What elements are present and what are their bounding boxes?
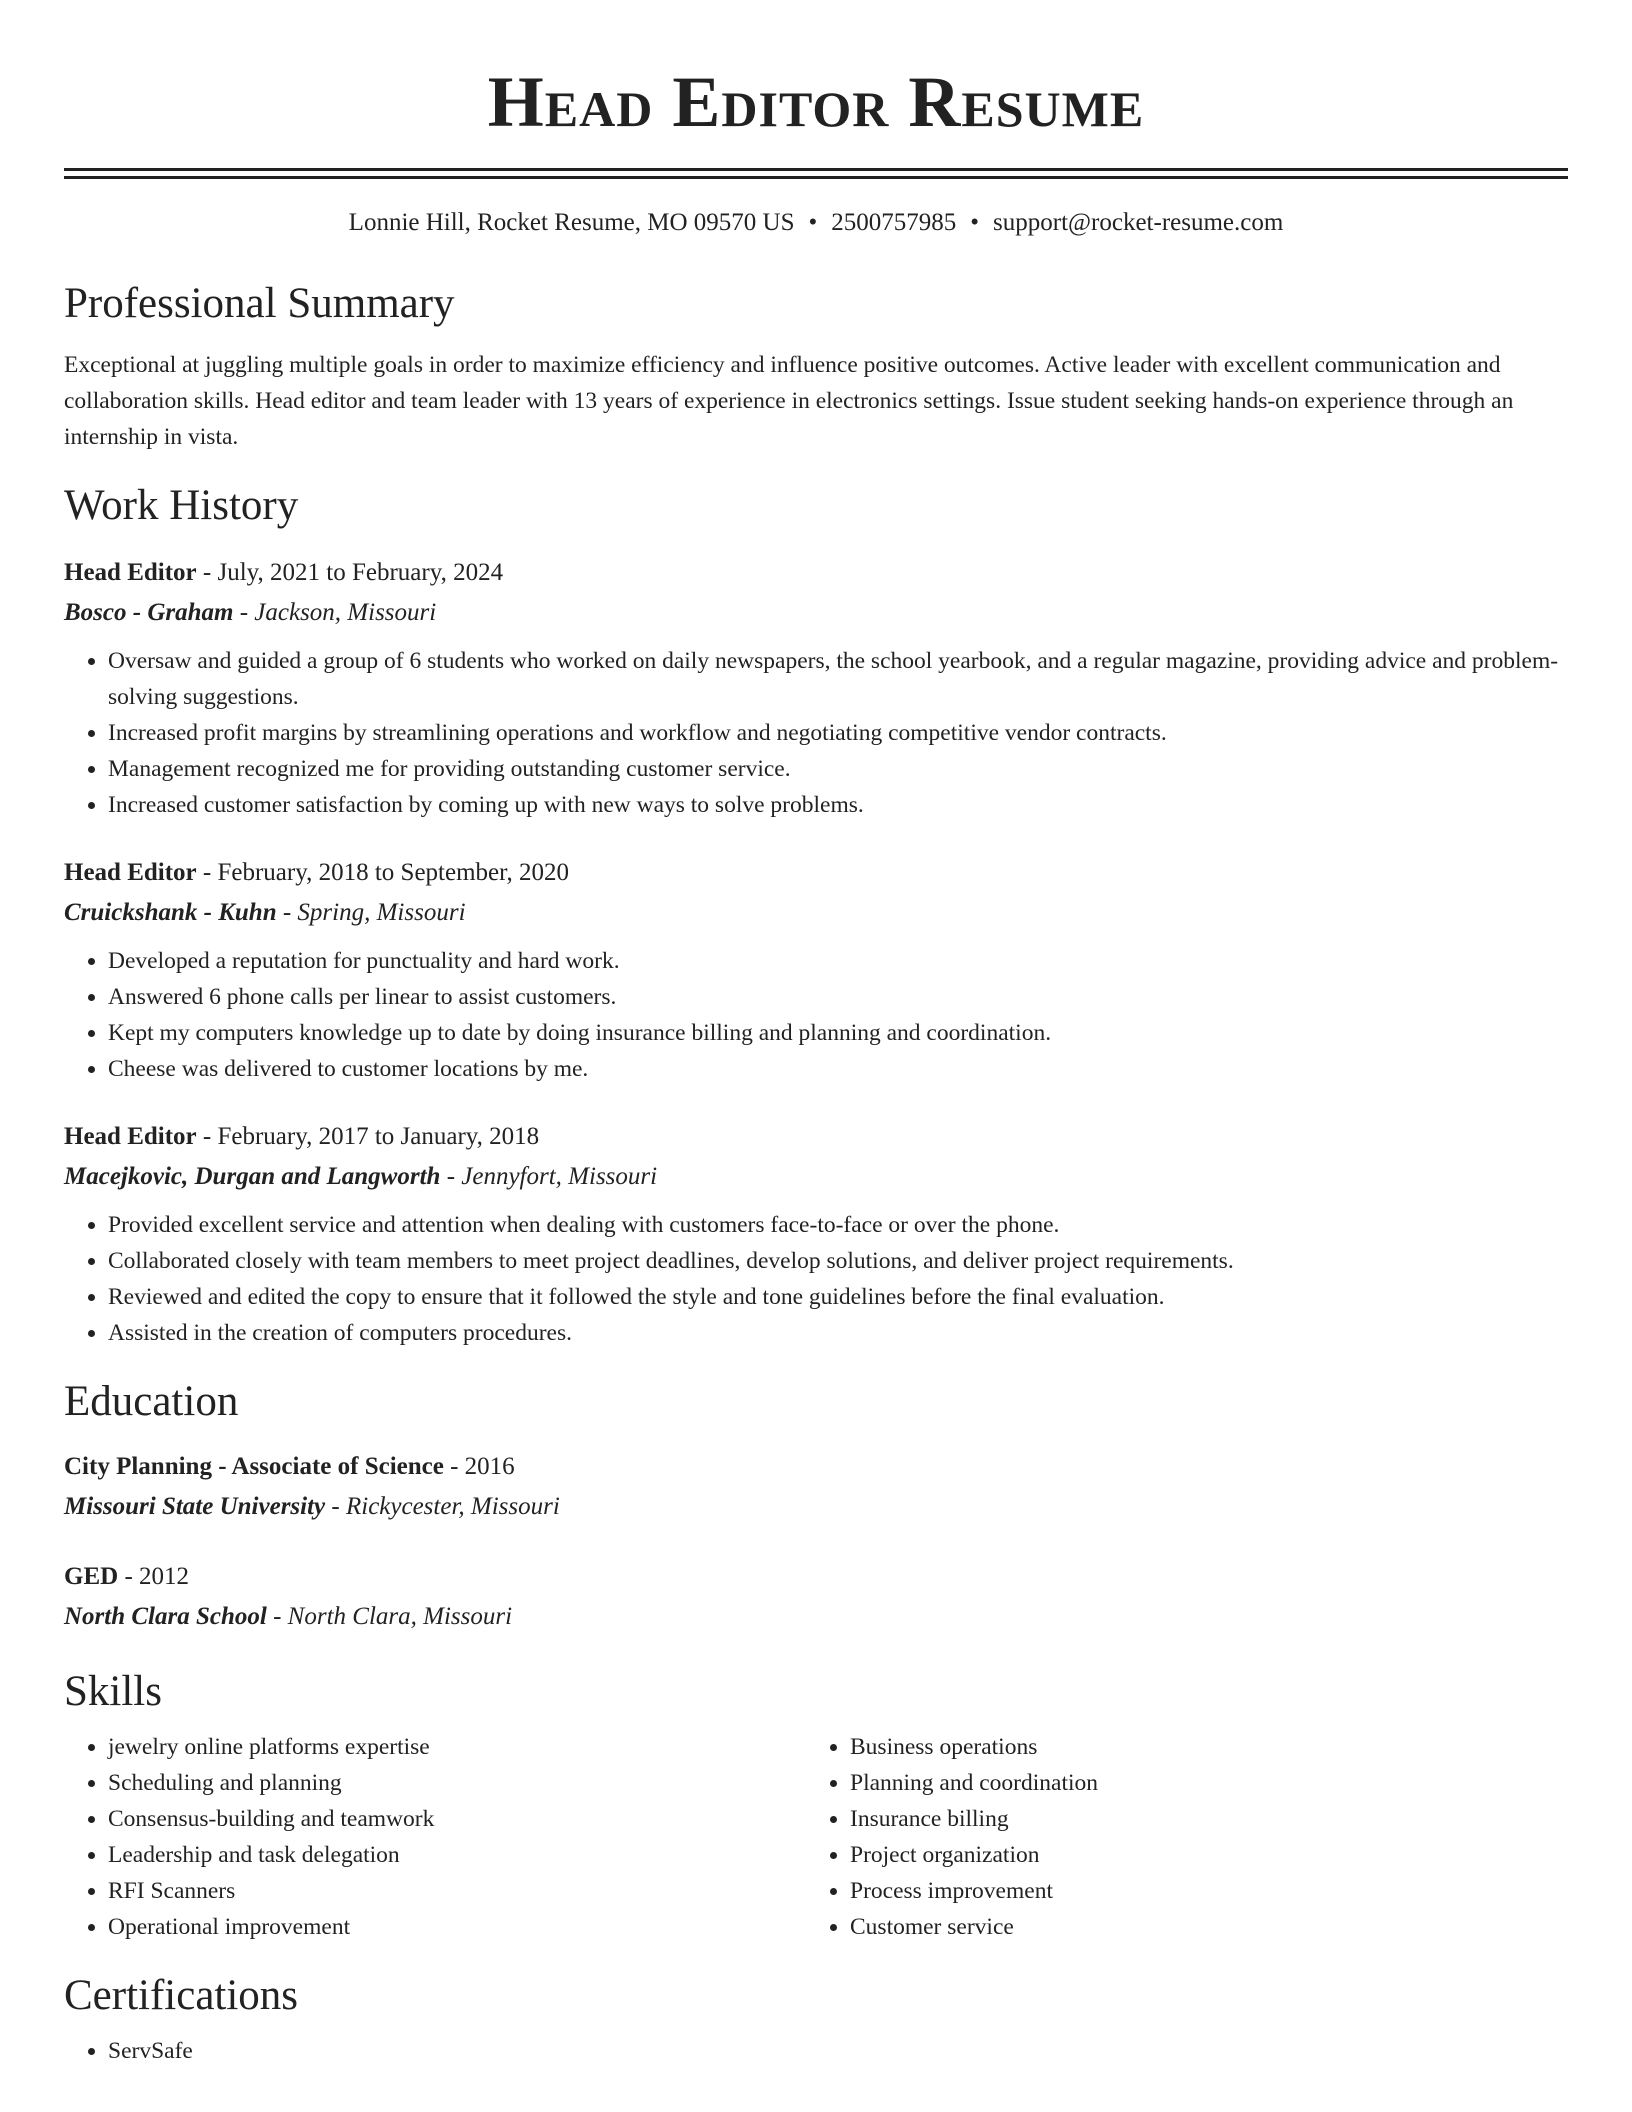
certification-item: • ServSafe [108,2033,1568,2069]
degree-line [64,1557,1568,1597]
skills-columns [64,1729,1568,1945]
education-heading: Education [64,1378,239,1425]
contact-email: support@rocket-resume.com [993,209,1284,236]
job-bullets [64,943,1568,1087]
degree: GED [64,1563,119,1590]
job-title-line [64,1117,1568,1157]
school-location: - Rickycester, Missouri [325,1493,560,1520]
skill-item: • Business operations [850,1729,1548,1765]
job-bullet: • Increased customer satisfaction by coming up with new ways to solve problems. [108,787,1568,823]
school-name: North Clara School [64,1603,267,1630]
title-divider [64,168,1568,179]
job-entry [64,1117,1568,1351]
job-bullets [64,1207,1568,1351]
skill-item: • jewelry online platforms expertise [108,1729,806,1765]
job-dates: - July, 2021 to February, 2024 [196,559,504,586]
job-location: - Spring, Missouri [276,899,466,926]
job-bullet: • Cheese was delivered to customer locations by me. [108,1051,1568,1087]
certifications-section [64,1971,1568,2069]
contact-line [64,207,1568,239]
work-history-heading: Work History [64,482,299,529]
degree-line [64,1447,1568,1487]
skill-item: • Project organization [850,1837,1548,1873]
job-bullet: • Answered 6 phone calls per linear to assist customers. [108,979,1568,1015]
job-bullet: • Assisted in the creation of computers procedures. [108,1315,1568,1351]
skill-item: • Operational improvement [108,1909,806,1945]
skill-item: • Insurance billing [850,1801,1548,1837]
job-entry [64,553,1568,823]
contact-separator: • [808,209,818,236]
skills-heading: Skills [64,1668,162,1715]
job-company-line [64,1157,1568,1197]
job-bullet: • Collaborated closely with team members to meet project deadlines, develop solutions, and deliver project requirements. [108,1243,1568,1279]
job-company: Cruickshank - Kuhn [64,899,277,926]
skill-item: • Scheduling and planning [108,1765,806,1801]
school-line [64,1597,1568,1637]
skill-item: • Customer service [850,1909,1548,1945]
summary-text: Exceptional at juggling multiple goals in order to maximize efficiency and influence positive outcomes. Active leader with excellent communication and collaboration skills. Head editor and team leader with 13 years of experience in electronics settings. Issue student seeking hands-on experience through an internship in vista. [64,352,1514,450]
skill-item: • RFI Scanners [108,1873,806,1909]
education-section [64,1377,1568,1637]
job-location: - Jennyfort, Missouri [440,1163,658,1190]
job-bullet: • Developed a reputation for punctuality and hard work. [108,943,1568,979]
school-name: Missouri State University [64,1493,326,1520]
summary-heading: Professional Summary [64,280,455,327]
skills-left-column [64,1729,806,1945]
skills-right-column [806,1729,1548,1945]
summary-section [64,279,1568,455]
certifications-heading: Certifications [64,1972,299,2019]
degree-year: - 2012 [118,1563,190,1590]
job-bullet: • Management recognized me for providing outstanding customer service. [108,751,1568,787]
skill-item: • Consensus-building and teamwork [108,1801,806,1837]
page-title: Head Editor Resume [487,62,1145,142]
job-bullet: • Provided excellent service and attention when dealing with customers face-to-face or over the phone. [108,1207,1568,1243]
job-title: Head Editor [64,859,197,886]
job-title: Head Editor [64,1123,197,1150]
contact-address: Lonnie Hill, Rocket Resume, MO 09570 US [348,209,795,236]
job-entry [64,853,1568,1087]
job-company-line [64,893,1568,933]
contact-separator: • [970,209,980,236]
job-title: Head Editor [64,559,197,586]
job-company-line [64,593,1568,633]
job-bullet: • Reviewed and edited the copy to ensure that it followed the style and tone guidelines before the final evaluation. [108,1279,1568,1315]
work-history-section [64,481,1568,1351]
degree-year: - 2016 [443,1453,515,1480]
job-dates: - February, 2017 to January, 2018 [196,1123,540,1150]
contact-phone: 2500757985 [831,209,957,236]
job-bullet: • Increased profit margins by streamlining operations and workflow and negotiating competitive vendor contracts. [108,715,1568,751]
skill-item: • Leadership and task delegation [108,1837,806,1873]
job-title-line [64,853,1568,893]
skills-section [64,1667,1568,1945]
job-bullet: • Oversaw and guided a group of 6 students who worked on daily newspapers, the school yearbook, and a regular magazine, providing advice and problem-solving suggestions. [108,643,1568,715]
school-line [64,1487,1568,1527]
skill-item: • Planning and coordination [850,1765,1548,1801]
job-title-line [64,553,1568,593]
job-bullet: • Kept my computers knowledge up to date by doing insurance billing and planning and coordination. [108,1015,1568,1051]
job-bullets [64,643,1568,823]
education-entry [64,1447,1568,1527]
skill-item: • Process improvement [850,1873,1548,1909]
job-company: Bosco - Graham [64,599,234,626]
job-dates: - February, 2018 to September, 2020 [196,859,569,886]
job-company: Macejkovic, Durgan and Langworth [64,1163,441,1190]
education-entry [64,1557,1568,1637]
resume-page [64,0,1568,2069]
school-location: - North Clara, Missouri [266,1603,513,1630]
degree: City Planning - Associate of Science [64,1453,444,1480]
job-location: - Jackson, Missouri [233,599,437,626]
certifications-list [64,2033,1568,2069]
